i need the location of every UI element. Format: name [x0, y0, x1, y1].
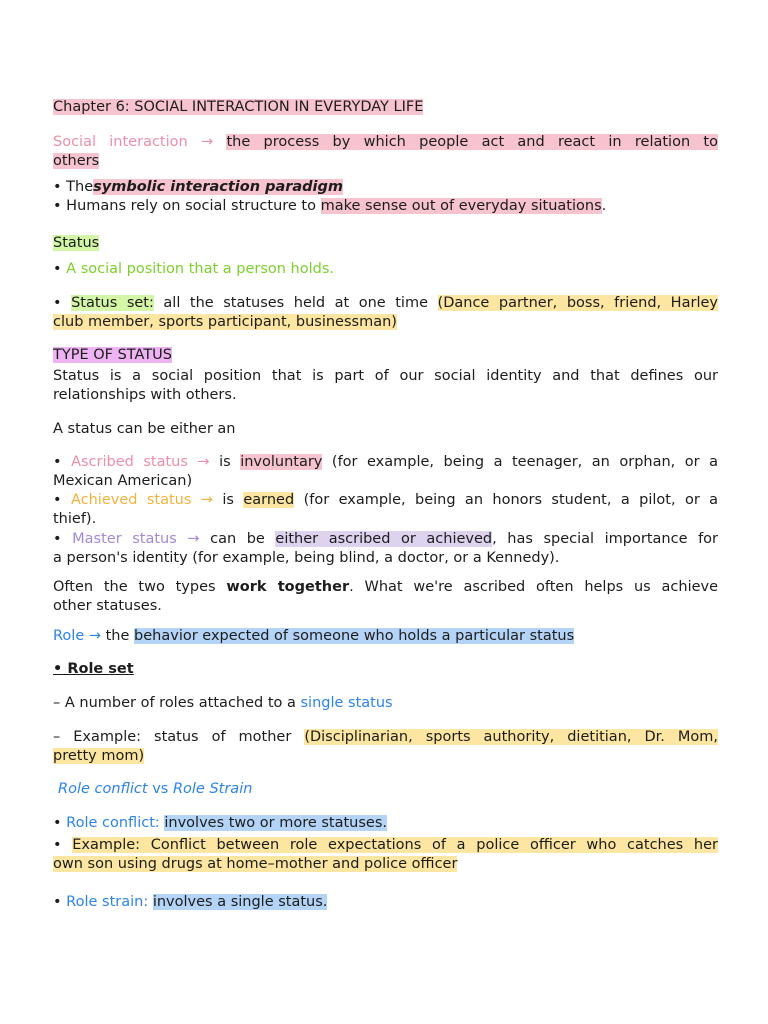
- ascribed-status: • Ascribed status → is involuntary (for example, being a teenager, an orphan, or a: [53, 454, 719, 470]
- achieved-status-term: Achieved status →: [70, 492, 213, 508]
- status-heading: Status: [53, 235, 100, 251]
- status-set-label: Status set:: [71, 295, 154, 311]
- achieved-status-cont: thief).: [53, 511, 97, 527]
- work-together: Often the two types work together. What we're ascribed often helps us achieve: [53, 579, 719, 595]
- master-status: • Master status → can be either ascribed or achieved, has special importance for: [53, 531, 719, 547]
- type-of-status-intro: Status is a social position that is part of our social identity and that defines our: [53, 368, 718, 384]
- status-either: A status can be either an: [53, 421, 236, 437]
- status-set: • Status set: all the statuses held at one time (Dance partner, boss, friend, Harley: [53, 295, 718, 311]
- work-together-cont: other statuses.: [53, 598, 162, 614]
- role-conflict-vs-strain-heading: Role conflict vs Role Strain: [58, 781, 253, 797]
- ascribed-status-term: Ascribed status →: [71, 454, 210, 470]
- type-of-status-heading: TYPE OF STATUS: [53, 347, 172, 363]
- role-set-item-1: – A number of roles attached to a single status: [53, 695, 393, 711]
- social-interaction-term: Social interaction →: [53, 134, 214, 150]
- bullet-symbolic-interaction: • Thesymbolic interaction paradigm: [53, 179, 344, 195]
- bullet-social-structure: • Humans rely on social structure to make sense out of everyday situations.: [53, 198, 607, 214]
- role-conflict-definition: • Role conflict: involves two or more statuses.: [53, 815, 388, 831]
- status-set-cont: club member, sports participant, businessman): [53, 314, 397, 330]
- role-strain-label: Role strain:: [66, 894, 149, 910]
- achieved-status: • Achieved status → is earned (for example, being an honors student, a pilot, or a: [53, 492, 719, 508]
- role-term: Role →: [53, 628, 102, 644]
- chapter-title: Chapter 6: SOCIAL INTERACTION IN EVERYDAY LIFE: [53, 99, 424, 115]
- master-status-term: Master status →: [72, 531, 200, 547]
- social-interaction-definition-cont: others: [53, 153, 100, 169]
- role-set-item-2-cont: pretty mom): [53, 748, 145, 764]
- role-conflict-label: Role conflict:: [66, 815, 160, 831]
- ascribed-status-cont: Mexican American): [53, 473, 193, 489]
- role-definition: Role → the behavior expected of someone who holds a particular status: [53, 628, 575, 644]
- role-conflict-example-cont: own son using drugs at home–mother and police officer: [53, 856, 458, 872]
- role-set-heading: • Role set: [53, 661, 134, 677]
- role-set-item-2: – Example: status of mother (Disciplinarian, sports authority, dietitian, Dr. Mom,: [53, 729, 719, 745]
- social-interaction-def: the process by which people act and react in relation to: [226, 134, 718, 150]
- master-status-cont: a person's identity (for example, being blind, a doctor, or a Kennedy).: [53, 550, 560, 566]
- social-interaction-definition: [53, 133, 718, 152]
- role-strain-definition: • Role strain: involves a single status.: [53, 894, 328, 910]
- type-of-status-intro-cont: relationships with others.: [53, 387, 237, 403]
- role-conflict-example: • Example: Conflict between role expectations of a police officer who catches her: [53, 837, 718, 853]
- status-definition: • A social position that a person holds.: [53, 261, 335, 277]
